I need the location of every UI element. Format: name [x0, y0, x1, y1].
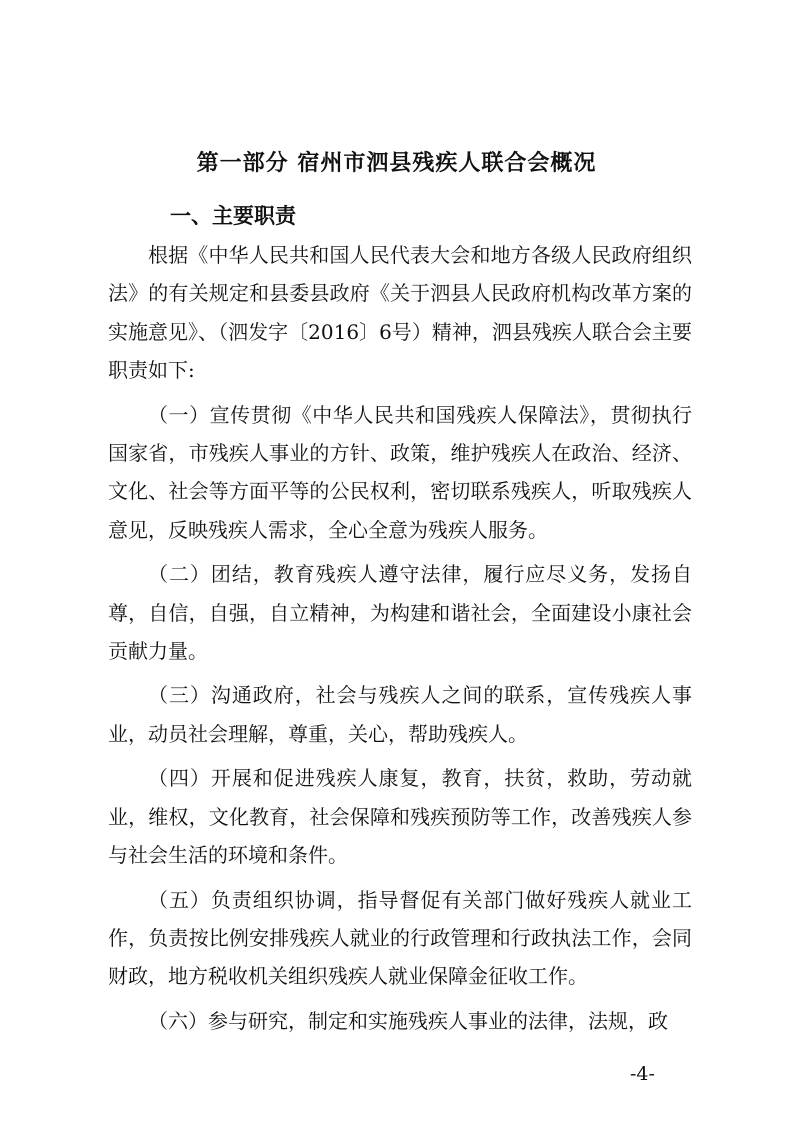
section-heading: 一、主要职责 [170, 204, 296, 228]
paragraph-duty-4: （四）开展和促进残疾人康复，教育，扶贫，救助，劳动就业，维权，文化教育，社会保障和残疾预防等工作，改善残疾人参与社会生活的环境和条件。 [108, 766, 692, 868]
paragraph-duty-6: （六）参与研究，制定和实施残疾人事业的法律，法规，政 [148, 1008, 668, 1033]
paragraph-duty-2: （二）团结，教育残疾人遵守法律，履行应尽义务，发扬自尊，自信，自强，自立精神，为构建和谐社会，全面建设小康社会贡献力量。 [108, 562, 692, 664]
paragraph-duty-3: （三）沟通政府，社会与残疾人之间的联系，宣传残疾人事业，动员社会理解，尊重，关心，帮助残疾人。 [108, 683, 692, 746]
paragraph-duty-5: （五）负责组织协调，指导督促有关部门做好残疾人就业工作，负责按比例安排残疾人就业的行政管理和行政执法工作，会同财政，地方税收机关组织残疾人就业保障金征收工作。 [108, 887, 692, 989]
document-body [108, 236, 692, 1046]
paragraph-intro: 根据《中华人民共和国人民代表大会和地方各级人民政府组织法》的有关规定和县委县政府《关于泗县人民政府机构改革方案的实施意见》、（泗发字〔2016〕6号）精神，泗县残疾人联合会主要职责如下: [108, 243, 692, 383]
paragraph-duty-1: （一）宣传贯彻《中华人民共和国残疾人保障法》，贯彻执行国家省，市残疾人事业的方针、政策，维护残疾人在政治、经济、文化、社会等方面平等的公民权利，密切联系残疾人，听取残疾人意见，反映残疾人需求，全心全意为残疾人服务。 [108, 402, 692, 542]
page-number: -4- [630, 1063, 655, 1085]
document-title: 第一部分 宿州市泗县残疾人联合会概况 [196, 151, 597, 176]
